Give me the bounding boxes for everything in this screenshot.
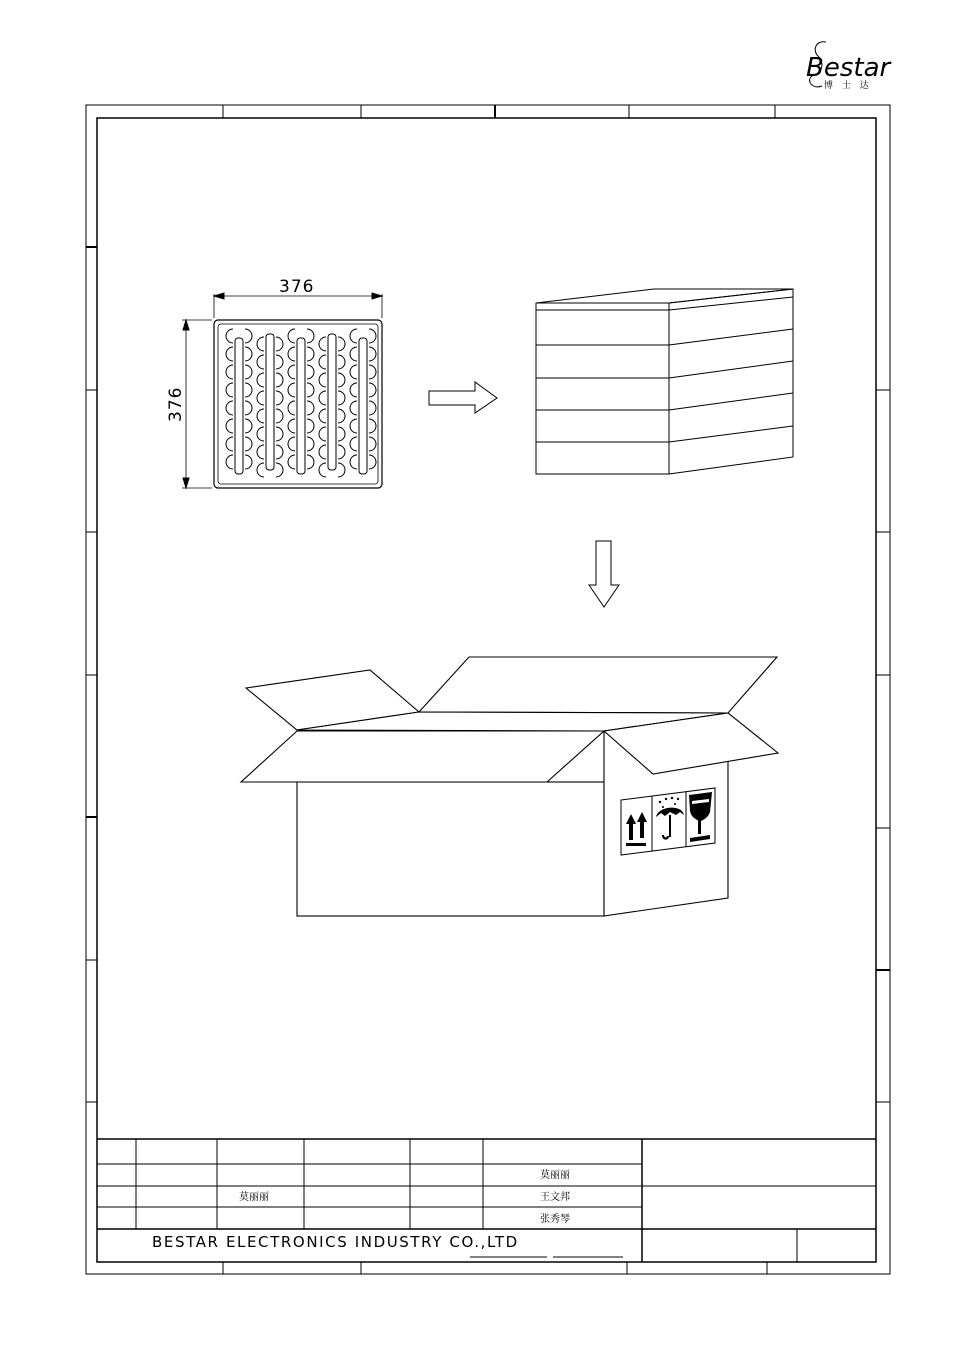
tray-pocket bbox=[245, 347, 252, 361]
arrow-down-icon bbox=[589, 541, 619, 607]
tray-top-view bbox=[214, 320, 382, 488]
tray-pocket bbox=[307, 383, 314, 397]
handling-marks bbox=[621, 788, 715, 855]
tray-pocket bbox=[307, 419, 314, 433]
tray-pocket bbox=[288, 365, 295, 379]
tray-pocket bbox=[257, 355, 264, 369]
tray-pocket bbox=[226, 437, 233, 451]
tray-pocket bbox=[307, 365, 314, 379]
tray-pocket bbox=[369, 401, 376, 415]
tray-pocket bbox=[288, 419, 295, 433]
tray-pocket bbox=[226, 383, 233, 397]
tray-dimension-height bbox=[182, 320, 212, 488]
approver-name: 莫丽丽 bbox=[540, 1170, 570, 1181]
tray-pocket bbox=[350, 419, 357, 433]
tray-pocket bbox=[276, 409, 283, 423]
tray-slot bbox=[235, 338, 243, 474]
tray-width-label: 376 bbox=[279, 277, 315, 297]
tray-pocket bbox=[319, 427, 326, 441]
tray-pocket bbox=[288, 383, 295, 397]
tray-slot bbox=[359, 338, 367, 474]
checker-name: 王文邦 bbox=[540, 1192, 570, 1203]
tray-pocket bbox=[226, 365, 233, 379]
tray-pocket bbox=[257, 427, 264, 441]
tray-pocket bbox=[338, 463, 345, 477]
tray-pocket bbox=[369, 365, 376, 379]
tray-slots bbox=[226, 329, 376, 477]
bestar-logo bbox=[806, 42, 893, 91]
tray-pocket bbox=[288, 401, 295, 415]
tray-pocket bbox=[288, 329, 295, 343]
tray-pocket bbox=[226, 347, 233, 361]
tray-pocket bbox=[288, 455, 295, 469]
tray-pocket bbox=[319, 355, 326, 369]
tray-pocket bbox=[350, 401, 357, 415]
tray-pocket bbox=[245, 329, 252, 343]
tray-pocket bbox=[245, 401, 252, 415]
tray-pocket bbox=[276, 373, 283, 387]
tray-pocket bbox=[319, 463, 326, 477]
tray-pocket bbox=[307, 329, 314, 343]
tray-pocket bbox=[369, 383, 376, 397]
tray-pocket bbox=[350, 455, 357, 469]
tray-pocket bbox=[338, 355, 345, 369]
tray-pocket bbox=[319, 337, 326, 351]
tray-pocket bbox=[319, 409, 326, 423]
tray-pocket bbox=[245, 383, 252, 397]
tray-pocket bbox=[338, 409, 345, 423]
tray-pocket bbox=[319, 373, 326, 387]
tray-pocket bbox=[338, 391, 345, 405]
tray-pocket bbox=[226, 401, 233, 415]
arrow-right-icon bbox=[429, 382, 497, 413]
open-carton bbox=[241, 657, 778, 916]
tray-pocket bbox=[245, 419, 252, 433]
tray-pocket bbox=[369, 347, 376, 361]
tray-pocket bbox=[319, 391, 326, 405]
tray-pocket bbox=[245, 365, 252, 379]
tray-pocket bbox=[226, 455, 233, 469]
drawn-by-name: 莫丽丽 bbox=[239, 1192, 269, 1203]
tray-pocket bbox=[245, 455, 252, 469]
tray-pocket bbox=[257, 463, 264, 477]
tray-pocket bbox=[257, 373, 264, 387]
tray-height-label: 376 bbox=[166, 386, 186, 422]
company-name: BESTAR ELECTRONICS INDUSTRY CO.,LTD bbox=[152, 1233, 519, 1251]
tray-pocket bbox=[226, 329, 233, 343]
tray-pocket bbox=[257, 391, 264, 405]
tray-pocket bbox=[369, 455, 376, 469]
tray-pocket bbox=[226, 419, 233, 433]
tray-pocket bbox=[257, 409, 264, 423]
tray-pocket bbox=[288, 347, 295, 361]
tray-pocket bbox=[276, 391, 283, 405]
tray-pocket bbox=[307, 347, 314, 361]
tray-pocket bbox=[350, 329, 357, 343]
tray-pocket bbox=[369, 329, 376, 343]
tray-pocket bbox=[276, 445, 283, 459]
tray-pocket bbox=[245, 437, 252, 451]
tray-pocket bbox=[350, 365, 357, 379]
tray-pocket bbox=[369, 437, 376, 451]
tray-pocket bbox=[319, 445, 326, 459]
tray-slot bbox=[266, 334, 274, 470]
designer-name: 张秀琴 bbox=[540, 1214, 570, 1225]
tray-slot bbox=[328, 334, 336, 470]
tray-pocket bbox=[338, 373, 345, 387]
tray-pocket bbox=[350, 437, 357, 451]
tray-pocket bbox=[307, 401, 314, 415]
tray-pocket bbox=[276, 355, 283, 369]
tray-pocket bbox=[350, 347, 357, 361]
tray-pocket bbox=[257, 445, 264, 459]
tray-pocket bbox=[276, 427, 283, 441]
tray-pocket bbox=[338, 427, 345, 441]
tray-stack bbox=[536, 289, 793, 474]
tray-pocket bbox=[338, 445, 345, 459]
tray-pocket bbox=[288, 437, 295, 451]
tray-pocket bbox=[276, 337, 283, 351]
tray-pocket bbox=[307, 455, 314, 469]
tray-pocket bbox=[257, 337, 264, 351]
tray-pocket bbox=[369, 419, 376, 433]
tray-pocket bbox=[338, 337, 345, 351]
logo-subtitle: 博 士 达 bbox=[824, 81, 872, 91]
logo-brand: Bestar bbox=[806, 53, 891, 83]
tray-slot bbox=[297, 338, 305, 474]
tray-pocket bbox=[276, 463, 283, 477]
tray-pocket bbox=[307, 437, 314, 451]
tray-pocket bbox=[350, 383, 357, 397]
